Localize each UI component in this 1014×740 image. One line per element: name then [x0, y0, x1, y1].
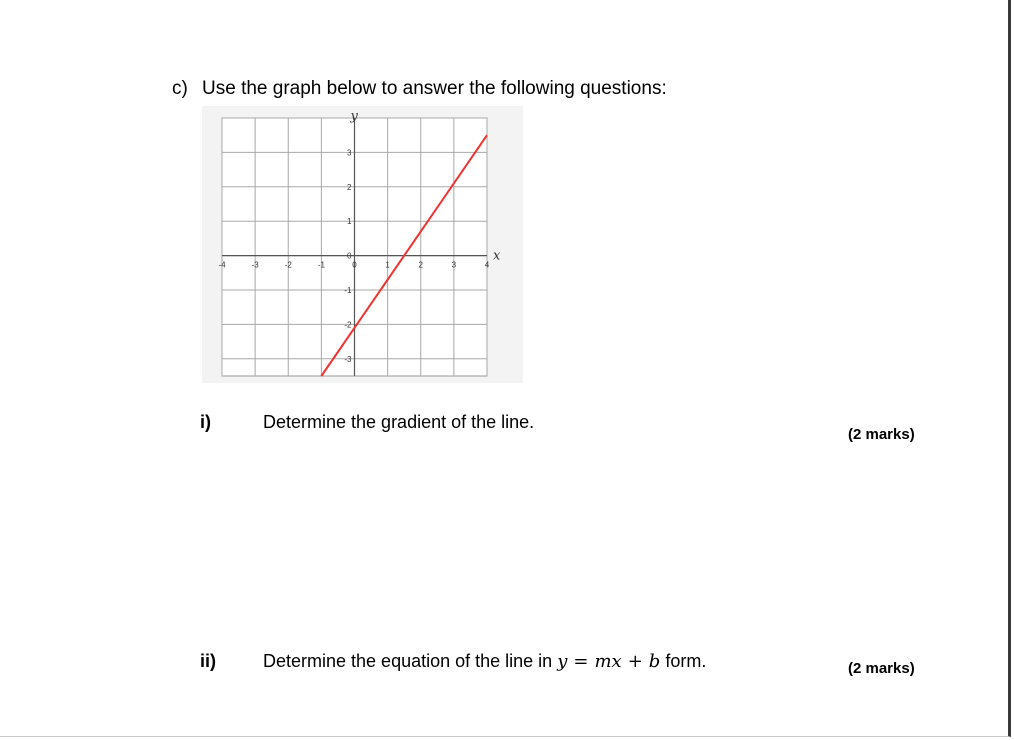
line-graph: [202, 106, 523, 383]
x-tick-label: -2: [284, 260, 292, 270]
x-tick-label: 4: [484, 260, 490, 270]
x-tick-label: 0: [352, 260, 357, 270]
question-intro: [172, 78, 667, 100]
y-tick-label: 0: [347, 251, 352, 261]
question-letter: c): [172, 78, 188, 99]
question-intro-text: Use the graph below to answer the following questions:: [202, 78, 667, 99]
eq-lhs: y: [557, 651, 568, 672]
eq-plus: +: [627, 651, 643, 672]
x-tick-label: -4: [218, 260, 226, 270]
line-graph-svg: [202, 106, 523, 383]
x-tick-label: 3: [451, 260, 457, 270]
part-ii-text-suffix: form.: [665, 651, 707, 671]
part-i-number: i): [200, 412, 211, 432]
y-tick-label: 2: [347, 182, 352, 192]
x-tick-label: 2: [418, 260, 423, 270]
part-ii-marks: (2 marks): [848, 660, 915, 677]
y-tick-label: 1: [347, 217, 352, 227]
part-ii-number: ii): [200, 651, 216, 671]
x-tick-label: 1: [385, 260, 390, 270]
y-tick-label: 3: [347, 148, 352, 158]
part-i-text: Determine the gradient of the line.: [263, 412, 535, 432]
eq-equals: =: [573, 651, 589, 672]
part-ii-text: [263, 651, 706, 672]
x-tick-label: -1: [317, 260, 325, 270]
part-i-marks: (2 marks): [848, 426, 915, 443]
y-axis-label: y: [350, 109, 358, 124]
part-ii-text-lead: Determine the equation of the line in: [263, 651, 553, 671]
y-tick-label: -3: [344, 354, 352, 364]
eq-term1: mx: [594, 651, 622, 672]
y-tick-label: -1: [344, 286, 352, 295]
part-ii-equation: [557, 651, 660, 672]
eq-term2: b: [648, 651, 661, 672]
x-tick-label: -3: [251, 260, 259, 270]
y-tick-label: -2: [344, 320, 352, 330]
x-axis-label: x: [493, 248, 501, 264]
